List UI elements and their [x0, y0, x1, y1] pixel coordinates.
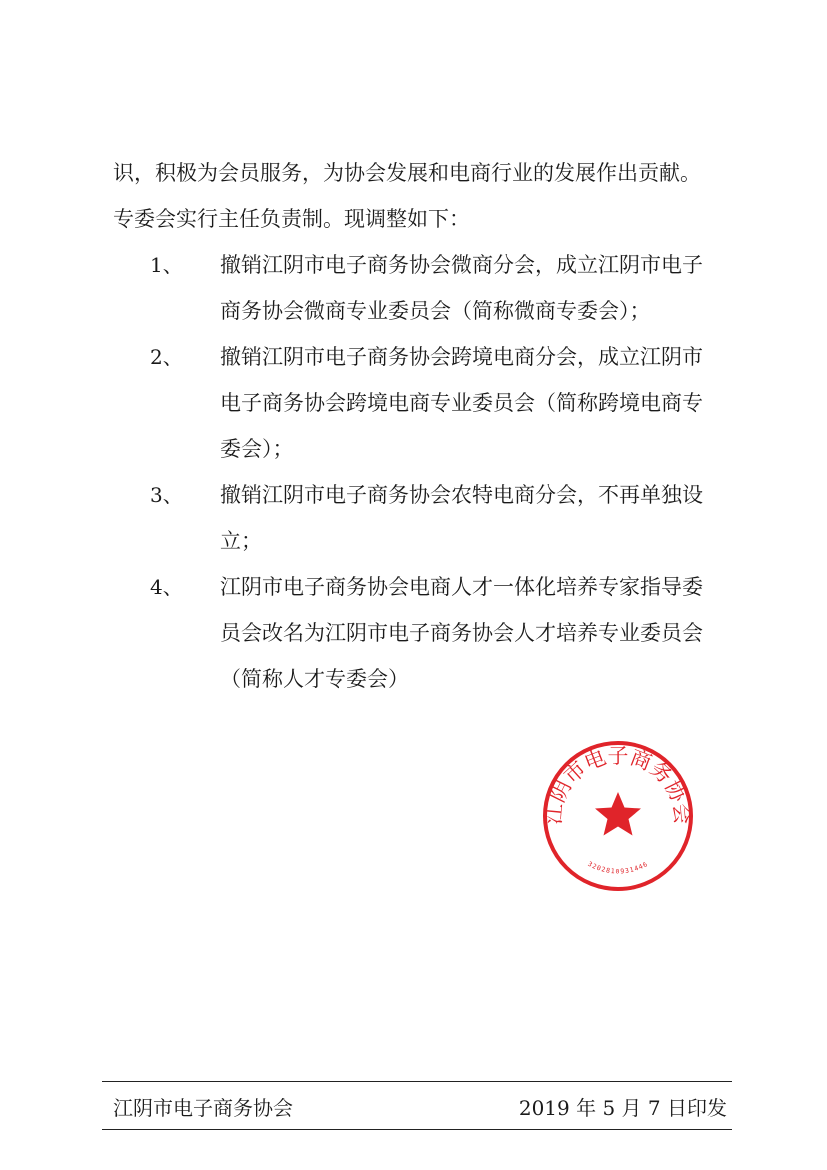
footer-issue-date: 2019 年 5 月 7 日印发 [518, 1096, 727, 1120]
intro-line-1: 识，积极为会员服务，为协会发展和电商行业的发展作出贡献。 [113, 161, 701, 185]
item-line: 撤销江阴市电子商务协会农特电商分会，不再单独设 [220, 483, 703, 507]
footer-bottom-divider [102, 1129, 732, 1130]
item-line: 商务协会微商专业委员会（简称微商专委会）； [220, 299, 651, 323]
item-number: 2、 [150, 345, 183, 369]
item-line: 撤销江阴市电子商务协会跨境电商分会，成立江阴市 [220, 345, 703, 369]
item-text [220, 242, 715, 334]
seal-number [586, 860, 649, 876]
footer-top-divider [102, 1081, 732, 1082]
seal-text-path: 江阴市电子商务协会 [541, 743, 695, 826]
item-text [220, 564, 715, 702]
item-line: 委会）； [220, 437, 294, 461]
intro-line-2: 专委会实行主任负责制。现调整如下： [113, 207, 470, 231]
item-text [220, 334, 715, 472]
item-line: 电子商务协会跨境电商专业委员会（简称跨境电商专 [220, 391, 703, 415]
footer-organization: 江阴市电子商务协会 [113, 1096, 293, 1120]
item-number: 1、 [150, 253, 183, 277]
item-line: 撤销江阴市电子商务协会微商分会，成立江阴市电子 [220, 253, 703, 277]
item-line: （简称人才专委会） [220, 667, 409, 691]
item-line: 员会改名为江阴市电子商务协会人才培养专业委员会 [220, 621, 703, 645]
item-number: 4、 [150, 575, 183, 599]
item-number: 3、 [150, 483, 183, 507]
official-seal [538, 736, 698, 896]
seal-number-path: 3202810931446 [586, 859, 650, 876]
seal-graphic [538, 736, 698, 896]
star-icon [595, 792, 641, 836]
item-line: 立； [220, 529, 262, 553]
item-text [220, 472, 715, 564]
item-line: 江阴市电子商务协会电商人才一体化培养专家指导委 [220, 575, 703, 599]
